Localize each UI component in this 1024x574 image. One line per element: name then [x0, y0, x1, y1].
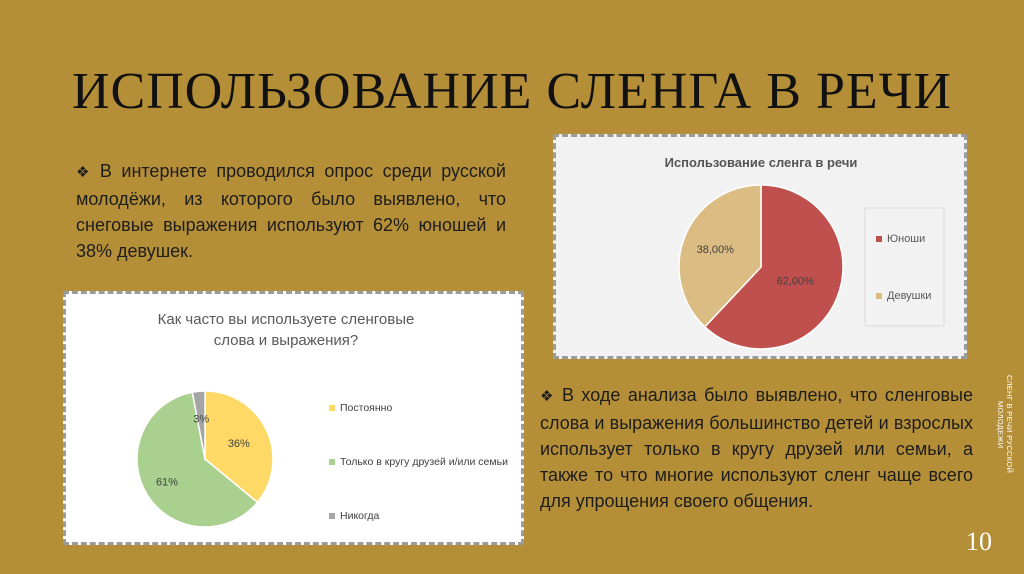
legend-swatch	[329, 459, 335, 465]
page-number: 10	[966, 527, 992, 556]
legend-label: Девушки	[887, 290, 932, 302]
legend-label: Только в кругу друзей и/или семьи	[340, 456, 508, 468]
bullet-text-analysis	[540, 382, 973, 514]
legend-label: Никогда	[340, 510, 380, 522]
legend-swatch	[329, 405, 335, 411]
legend-label: Юноши	[887, 233, 926, 245]
legend-swatch	[876, 236, 882, 242]
chart-title: Использование сленга в речи	[664, 155, 858, 170]
chart-slang-frequency	[63, 291, 524, 545]
data-label: 3%	[193, 413, 210, 426]
pie-chart-gender	[556, 137, 964, 356]
diamond-bullet-icon: ❖	[76, 164, 94, 181]
side-caption: СЛЕНГ В РЕЧИ РУССКОЙ МОЛОДЕЖИ	[996, 375, 1014, 474]
pie-chart-frequency	[66, 294, 521, 542]
chart-gender-slang	[553, 134, 967, 359]
bullet-text: В ходе анализа было выявлено, что сленговые слова и выражения большинство детей и взрослых использует только в кругу друзей или семьи, а также то что многие используют сленг чаще всего для упрощения своего общения.	[540, 385, 973, 511]
data-label: 36%	[227, 438, 250, 451]
bullet-text-survey	[76, 158, 506, 264]
legend-label: Постоянно	[340, 402, 393, 414]
legend-box	[865, 208, 944, 326]
data-label: 61%	[155, 476, 178, 489]
bullet-text: В интернете проводился опрос среди русской молодёжи, из которого было выявлено, что снеговые выражения используют 62% юношей и 38% девушек.	[76, 161, 506, 261]
legend-swatch	[876, 293, 882, 299]
chart-title: Как часто вы используете сленговые слова и выражения?	[157, 311, 415, 349]
diamond-bullet-icon: ❖	[540, 388, 556, 405]
slide-title: ИСПОЛЬЗОВАНИЕ СЛЕНГА В РЕЧИ	[72, 63, 952, 120]
legend-swatch	[329, 513, 335, 519]
data-label: 62,00%	[776, 275, 814, 288]
data-label: 38,00%	[696, 243, 734, 256]
